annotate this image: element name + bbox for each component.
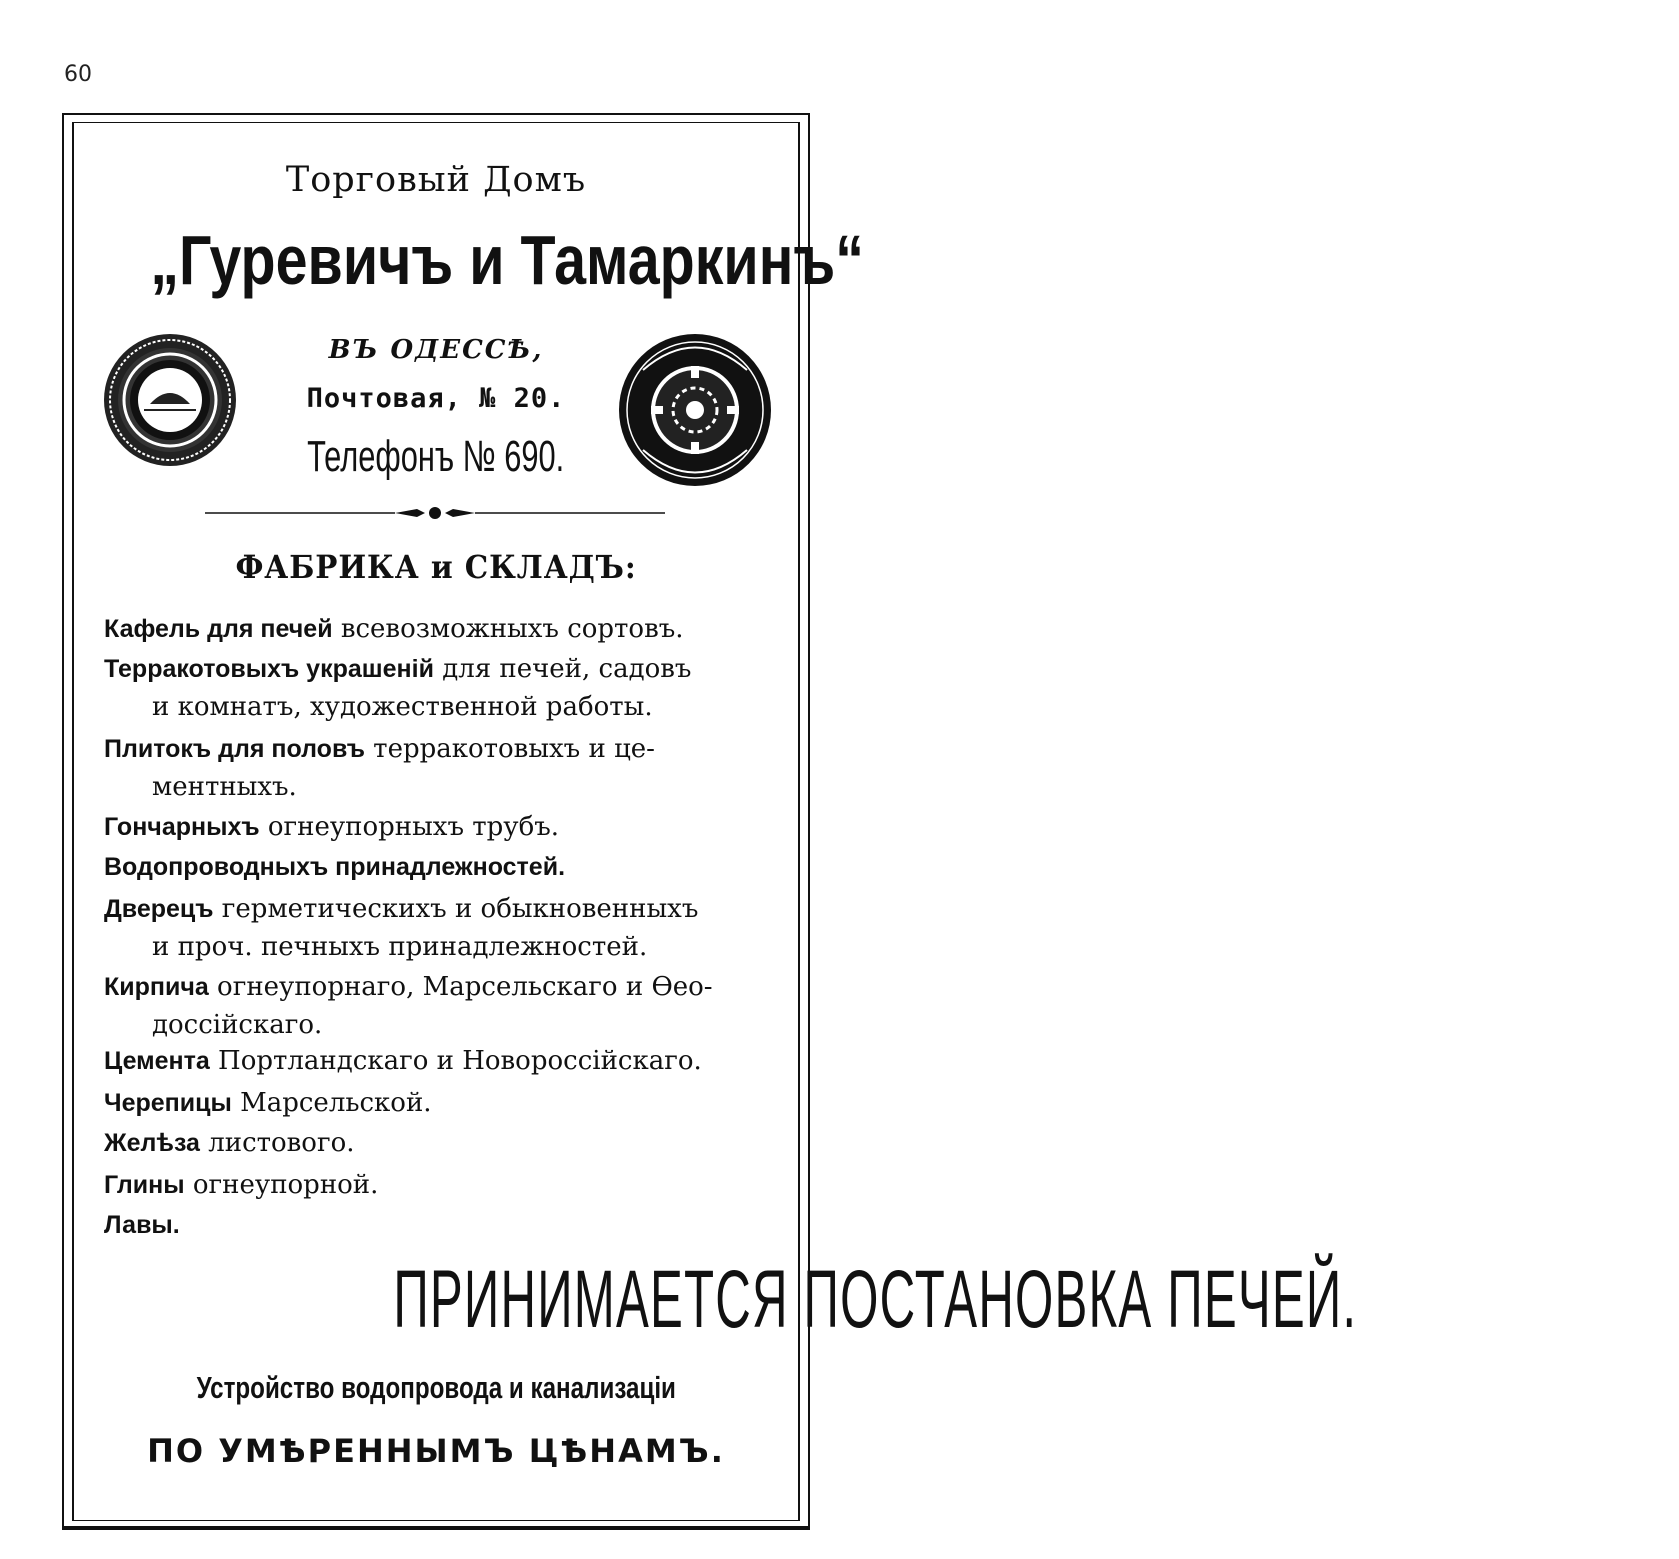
- prices-line: ПО УМѢРЕННЫМЪ ЦѢНАМЪ.: [147, 1432, 725, 1470]
- item-bold: Дверецъ: [104, 895, 214, 923]
- item-bold: Водопроводныхъ принадлежностей.: [104, 853, 566, 881]
- item-text: огнеупорной.: [184, 1170, 379, 1200]
- list-item: [104, 1084, 764, 1122]
- item-text: герметическихъ и обыкновенныхъ: [213, 894, 699, 924]
- item-continuation: доссійскаго.: [152, 1010, 323, 1040]
- plumbing-text: Устройство водопровода и канализаціи: [196, 1370, 676, 1405]
- list-item: [104, 1166, 764, 1204]
- item-bold: Лавы.: [104, 1211, 180, 1239]
- item-text: Портландскаго и Новороссійскаго.: [209, 1046, 702, 1076]
- list-item: [104, 1042, 764, 1080]
- item-continuation: ментныхъ.: [152, 772, 297, 802]
- city-line: ВЪ ОДЕССѢ,: [328, 335, 544, 365]
- phone-number: [72, 432, 800, 482]
- section-heading: [72, 548, 800, 586]
- ornamental-divider: [205, 500, 665, 526]
- stove-installation-banner: [72, 1250, 1358, 1350]
- item-bold: Кирпича: [104, 973, 209, 1001]
- item-bold: Черепицы: [104, 1089, 232, 1117]
- item-bold: Цемента: [104, 1047, 210, 1075]
- item-text: огнеупорнаго, Марсельскаго и Ѳео-: [208, 972, 713, 1002]
- trade-house-title: Торговый Домъ: [285, 160, 587, 200]
- item-bold: Плитокъ для половъ: [104, 735, 365, 763]
- list-item: [104, 650, 764, 726]
- item-bold: Желѣза: [104, 1129, 200, 1157]
- item-text: для печей, садовъ: [433, 654, 692, 684]
- item-text: листового.: [199, 1128, 355, 1158]
- item-text: огнеупорныхъ трубъ.: [259, 812, 560, 842]
- item-bold: Терракотовыхъ украшеній: [104, 655, 434, 683]
- list-item: [104, 610, 764, 648]
- item-bold: Кафель для печей: [104, 615, 333, 643]
- item-text: терракотовыхъ и це-: [364, 734, 655, 764]
- company-name: [72, 212, 864, 308]
- section-heading-text: ФАБРИКА и СКЛАДЪ:: [235, 548, 637, 586]
- list-item: [104, 968, 764, 1044]
- phone-number-text: Телефонъ № 690.: [307, 432, 565, 481]
- list-item: [104, 730, 764, 806]
- stove-installation-text: ПРИНИМАЕТСЯ ПОСТАНОВКА ПЕЧЕЙ.: [393, 1254, 1358, 1345]
- item-continuation: и проч. печныхъ принадлежностей.: [152, 932, 648, 962]
- item-bold: Глины: [104, 1171, 185, 1199]
- page-number: 60: [64, 62, 92, 87]
- item-bold: Гончарныхъ: [104, 813, 260, 841]
- item-text: всевозможныхъ сортовъ.: [332, 614, 684, 644]
- item-continuation: и комнатъ, художественной работы.: [152, 692, 653, 722]
- list-item: [104, 890, 764, 966]
- list-item: [104, 808, 764, 846]
- street-address: Почтовая, № 20.: [306, 383, 566, 414]
- plumbing-line: [72, 1370, 800, 1406]
- list-item: [104, 1206, 764, 1244]
- list-item: [104, 848, 764, 886]
- item-text: Марсельской.: [231, 1088, 432, 1118]
- list-item: [104, 1124, 764, 1162]
- company-name-text: „Гуревичъ и Тамаркинъ“: [150, 221, 864, 299]
